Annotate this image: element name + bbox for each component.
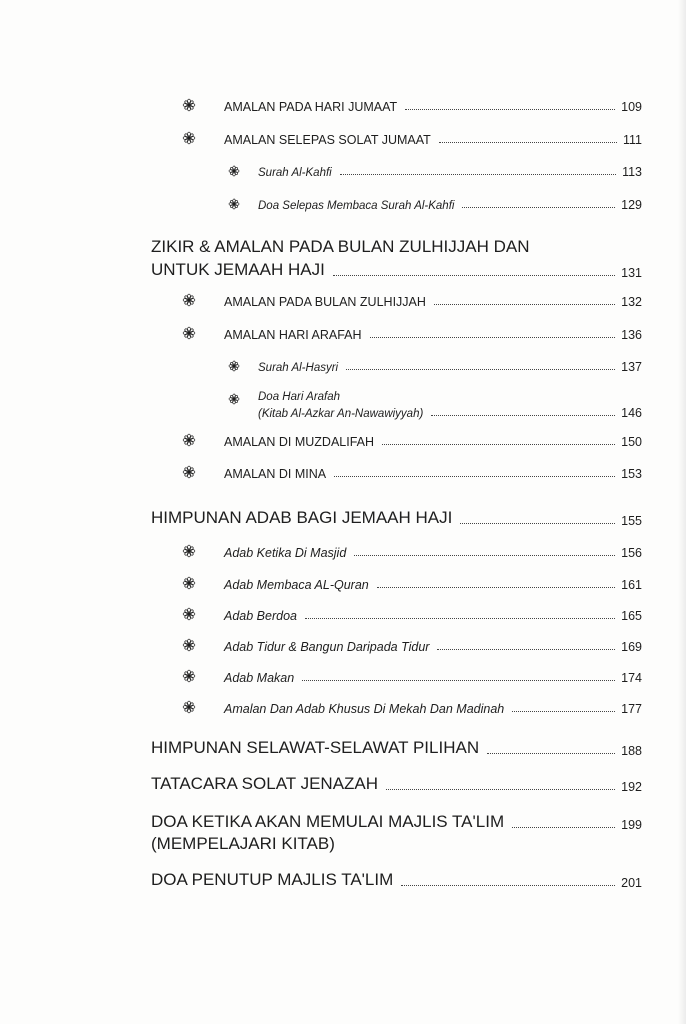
- page-number: 113: [622, 165, 642, 179]
- dot-leader: [333, 275, 615, 276]
- page-number: 174: [621, 671, 642, 685]
- dot-leader: [487, 753, 615, 754]
- flower-bullet-icon: [182, 131, 196, 145]
- dot-leader: [346, 369, 615, 370]
- page-number: 131: [621, 266, 642, 280]
- dot-leader: [462, 207, 615, 208]
- dot-leader: [382, 444, 615, 445]
- flower-bullet-icon: [182, 293, 196, 307]
- dot-leader: [340, 174, 616, 175]
- section-title: HIMPUNAN SELAWAT-SELAWAT PILIHAN: [151, 738, 480, 757]
- entry-title: Adab Ketika Di Masjid: [224, 546, 347, 560]
- toc-subentry: [228, 406, 642, 420]
- flower-bullet-icon: [182, 544, 196, 558]
- entry-title: AMALAN HARI ARAFAH: [224, 328, 362, 342]
- page-number: 129: [621, 198, 642, 212]
- flower-bullet-icon: [182, 326, 196, 340]
- toc-entry: [182, 640, 642, 654]
- dot-leader: [434, 304, 615, 305]
- page-number: 137: [621, 360, 642, 374]
- entry-title: Adab Tidur & Bangun Daripada Tidur: [224, 640, 430, 654]
- toc-subentry: [228, 198, 642, 212]
- toc-entry: [182, 609, 642, 623]
- page-number: 136: [621, 328, 642, 342]
- section-heading-line2: (MEMPELAJARI KITAB): [151, 834, 335, 853]
- flower-bullet-icon: [228, 393, 240, 405]
- toc-entry: [182, 467, 642, 481]
- page-number: 146: [621, 406, 642, 420]
- entry-subtitle: (Kitab Al-Azkar An-Nawawiyyah): [258, 408, 424, 420]
- entry-title: Doa Selepas Membaca Surah Al-Kahfi: [258, 200, 455, 212]
- page-number: 150: [621, 435, 642, 449]
- dot-leader: [302, 680, 615, 681]
- entry-title: AMALAN DI MUZDALIFAH: [224, 435, 375, 449]
- toc-subentry: [228, 165, 642, 179]
- section-heading: [151, 260, 642, 280]
- toc-entry: [182, 133, 642, 147]
- flower-bullet-icon: [228, 165, 240, 177]
- page-number: 188: [621, 744, 642, 758]
- flower-bullet-icon: [182, 98, 196, 112]
- toc-subentry: [228, 360, 642, 374]
- toc-entry: [182, 100, 642, 114]
- entry-title: AMALAN PADA HARI JUMAAT: [224, 100, 398, 114]
- page-number: 156: [621, 546, 642, 560]
- dot-leader: [354, 555, 615, 556]
- entry-title: AMALAN DI MINA: [224, 467, 327, 481]
- section-heading-line1: ZIKIR & AMALAN PADA BULAN ZULHIJJAH DAN: [151, 237, 530, 256]
- dot-leader: [377, 587, 615, 588]
- dot-leader: [512, 711, 615, 712]
- page-number: 201: [621, 876, 642, 890]
- flower-bullet-icon: [182, 607, 196, 621]
- page-number: 165: [621, 609, 642, 623]
- toc-entry: [182, 546, 642, 560]
- entry-title: Adab Makan: [224, 671, 295, 685]
- toc-entry: [182, 328, 642, 342]
- entry-title: Surah Al-Hasyri: [258, 362, 339, 374]
- dot-leader: [512, 827, 615, 828]
- section-heading: [151, 774, 642, 794]
- page-number: 199: [621, 818, 642, 832]
- dot-leader: [401, 885, 615, 886]
- flower-bullet-icon: [182, 465, 196, 479]
- toc-entry: [182, 578, 642, 592]
- dot-leader: [460, 523, 615, 524]
- section-heading: [151, 812, 642, 832]
- page-number: 155: [621, 514, 642, 528]
- entry-title: Adab Berdoa: [224, 609, 297, 623]
- page-number: 132: [621, 295, 642, 309]
- entry-title: AMALAN SELEPAS SOLAT JUMAAT: [224, 133, 431, 147]
- dot-leader: [305, 618, 615, 619]
- flower-bullet-icon: [182, 700, 196, 714]
- section-title: UNTUK JEMAAH HAJI: [151, 260, 325, 279]
- flower-bullet-icon: [182, 669, 196, 683]
- section-heading: [151, 508, 642, 528]
- subentry-line1: [228, 391, 340, 403]
- page-edge-shadow: [678, 0, 686, 1024]
- dot-leader: [431, 415, 615, 416]
- page-number: 109: [621, 100, 642, 114]
- flower-bullet-icon: [182, 433, 196, 447]
- page-number: 192: [621, 780, 642, 794]
- section-title: HIMPUNAN ADAB BAGI JEMAAH HAJI: [151, 508, 453, 527]
- entry-title: Doa Hari Arafah: [258, 391, 341, 403]
- page-number: 169: [621, 640, 642, 654]
- toc-entry: [182, 702, 642, 716]
- toc-entry: [182, 435, 642, 449]
- toc-entry: [182, 671, 642, 685]
- section-title: TATACARA SOLAT JENAZAH: [151, 774, 379, 793]
- dot-leader: [370, 337, 616, 338]
- flower-bullet-icon: [182, 638, 196, 652]
- page-number: 177: [621, 702, 642, 716]
- entry-title: Surah Al-Kahfi: [258, 167, 332, 179]
- page-number: 153: [621, 467, 642, 481]
- toc-entry: [182, 295, 642, 309]
- section-title: DOA KETIKA AKAN MEMULAI MAJLIS TA'LIM: [151, 812, 505, 831]
- flower-bullet-icon: [182, 576, 196, 590]
- dot-leader: [334, 476, 615, 477]
- page-number: 111: [622, 133, 642, 147]
- entry-title: AMALAN PADA BULAN ZULHIJJAH: [224, 295, 426, 309]
- dot-leader: [439, 142, 617, 143]
- dot-leader: [437, 649, 615, 650]
- dot-leader: [405, 109, 615, 110]
- section-heading: [151, 870, 642, 890]
- flower-bullet-icon: [228, 198, 240, 210]
- entry-title: Adab Membaca AL-Quran: [224, 578, 369, 592]
- section-title: DOA PENUTUP MAJLIS TA'LIM: [151, 870, 394, 889]
- flower-bullet-icon: [228, 360, 240, 372]
- section-heading: [151, 738, 642, 758]
- dot-leader: [386, 789, 615, 790]
- page-number: 161: [621, 578, 642, 592]
- entry-title: Amalan Dan Adab Khusus Di Mekah Dan Madinah: [224, 702, 505, 716]
